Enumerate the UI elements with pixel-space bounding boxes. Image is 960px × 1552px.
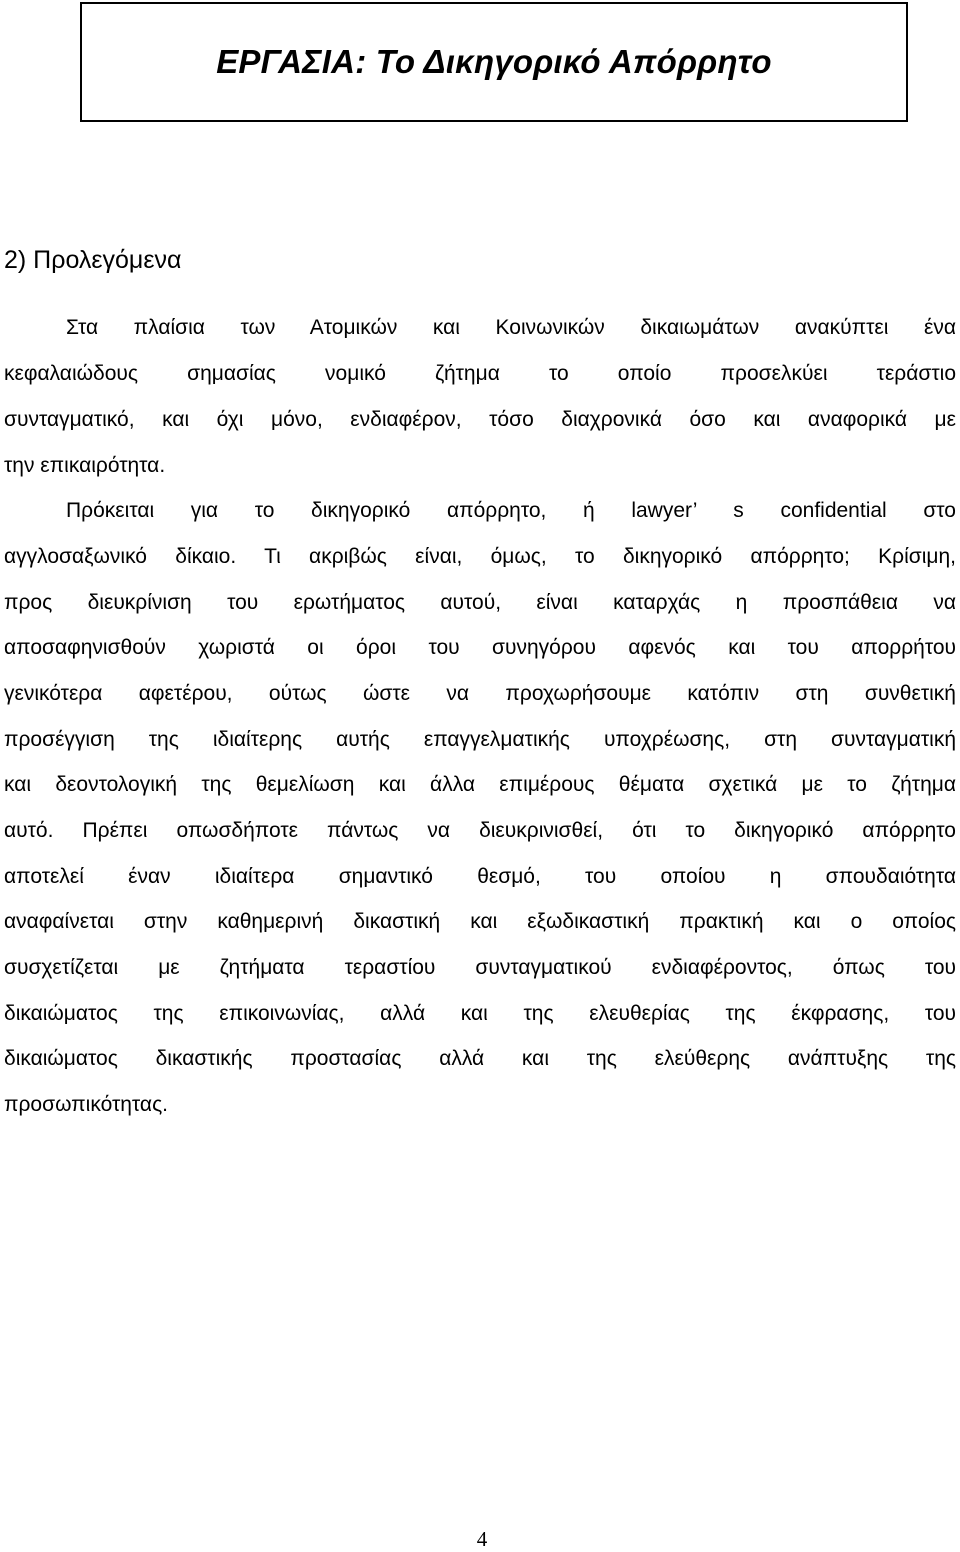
title-box (80, 2, 908, 122)
text-line: δικαιώματος της επικοινωνίας, αλλά και της ελευθερίας της έκφρασης, του (4, 1002, 956, 1025)
document-title: ΕΡΓΑΣΙΑ: Το Δικηγορικό Απόρρητο (216, 43, 772, 80)
text-line: αποσαφηνισθούν χωριστά οι όροι του συνηγόρου αφενός και του απορρήτου (4, 636, 956, 659)
text-line: συσχετίζεται με ζητήματα τεραστίου συνταγματικού ενδιαφέροντος, όπως του (4, 956, 956, 979)
text-line: κεφαλαιώδους σημασίας νομικό ζήτημα το οποίο προσελκύει τεράστιο (4, 362, 956, 385)
text-line: προσωπικότητας. (4, 1093, 169, 1116)
text-line: αναφαίνεται στην καθημερινή δικαστική και εξωδικαστική πρακτική και ο οποίος (4, 910, 956, 933)
text-line: και δεοντολογική της θεμελίωση και άλλα επιμέρους θέματα σχετικά με το ζήτημα (4, 773, 956, 796)
text-line: συνταγματικό, και όχι μόνο, ενδιαφέρον, τόσο διαχρονικά όσο και αναφορικά με (4, 408, 956, 431)
text-line: αγγλοσαξωνικό δίκαιο. Τι ακριβώς είναι, όμως, το δικηγορικό απόρρητο; Κρίσιμη, (4, 545, 956, 568)
text-line: προς διευκρίνιση του ερωτήματος αυτού, είναι καταρχάς η προσπάθεια να (4, 591, 956, 614)
text-line: γενικότερα αφετέρου, ούτως ώστε να προχωρήσουμε κατόπιν στη συνθετική (4, 682, 956, 705)
text-line: αυτό. Πρέπει οπωσδήποτε πάντως να διευκρινισθεί, ότι το δικηγορικό απόρρητο (4, 819, 956, 842)
page-number: 4 (476, 1527, 488, 1551)
text-line: αποτελεί έναν ιδιαίτερα σημαντικό θεσμό, του οποίου η σπουδαιότητα (4, 865, 956, 888)
section-heading: 2) Προλεγόμενα (4, 246, 182, 274)
text-line: δικαιώματος δικαστικής προστασίας αλλά και της ελεύθερης ανάπτυξης της (4, 1047, 956, 1070)
text-line: Στα πλαίσια των Ατομικών και Κοινωνικών δικαιωμάτων ανακύπτει ένα (66, 316, 956, 339)
text-line: Πρόκειται για το δικηγορικό απόρρητο, ή lawyer’ s confidential στο (66, 499, 956, 522)
text-line: προσέγγιση της ιδιαίτερης αυτής επαγγελματικής υποχρέωσης, στη συνταγματική (4, 728, 956, 751)
text-line: την επικαιρότητα. (4, 454, 166, 477)
